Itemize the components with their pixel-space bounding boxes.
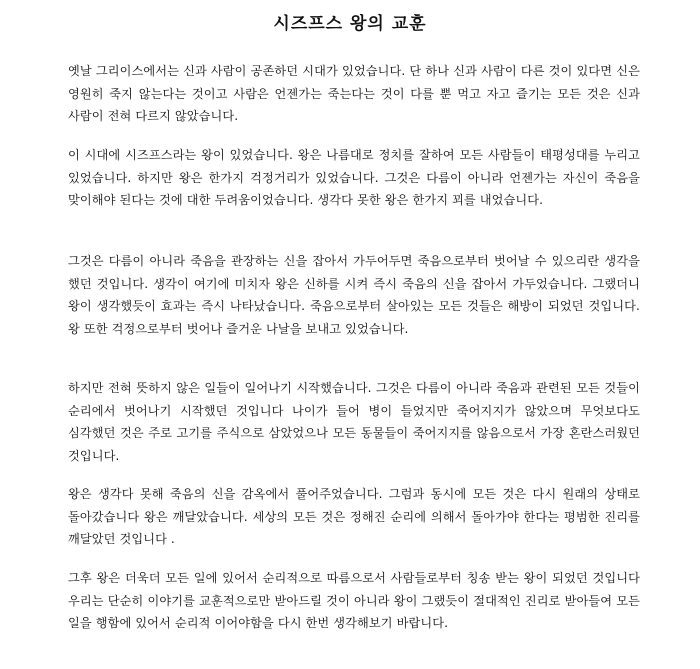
paragraph-6: 그후 왕은 더욱더 모든 일에 있어서 순리적으로 따름으로서 사람들로부터 칭송 받는 왕이 되었던 것입니다 우리는 단순히 이야기를 교훈적으로만 받아드릴 것이 아니라 왕이 그랬듯이 절대적인 진리로 받아들여 모든 일을 행함에 있어서 순리적 이어야함을 다시 한번 생각해보기 바랍니다. bbox=[68, 571, 640, 630]
document-title: 시즈프스 왕의 교훈 bbox=[273, 14, 427, 34]
paragraph-4: 하지만 전혀 뜻하지 않은 일들이 일어나기 시작했습니다. 그것은 다름이 아니라 죽음과 관련된 모든 것들이 순리에서 벗어나기 시작했던 것입니다 나이가 들어 병이 들었지만 죽어지지가 않았으며 무엇보다도 심각했던 것은 주로 고기를 주식으로 삼았었으나 모든 동물들이 죽어지지를 않음으로서 가장 혼란스러웠던 것입니다. bbox=[68, 381, 640, 463]
paragraph-2: 이 시대에 시즈프스라는 왕이 있었습니다. 왕은 나름대로 정치를 잘하여 모든 사람들이 태평성대를 누리고 있었습니다. 하지만 왕은 한가지 걱정거리가 있었습니다. 그것은 다름이 아니라 언젠가는 자신이 죽음을 맞이해야 된다는 것에 대한 두려움이었습니다. 생각다 못한 왕은 한가지 꾀를 내었습니다. bbox=[68, 148, 640, 207]
paragraph-1: 옛날 그리이스에서는 신과 사람이 공존하던 시대가 있었습니다. 단 하나 신과 사람이 다른 것이 있다면 신은 영원히 죽지 않는다는 것이고 사람은 언젠가는 죽는다는 것이 다를 뿐 먹고 자고 즐기는 모든 것은 신과 사람이 전혀 다르지 않았습니다. bbox=[68, 64, 640, 123]
paragraph-5: 왕은 생각다 못해 죽음의 신을 감옥에서 풀어주었습니다. 그럼과 동시에 모든 것은 다시 원래의 상태로 돌아갔습니다 왕은 깨달았습니다. 세상의 모든 것은 정해진 순리에 의해서 돌아가야 한다는 평범한 진리를 깨달았던 것입니다 . bbox=[68, 487, 640, 546]
paragraph-3: 그것은 다름이 아니라 죽음을 관장하는 신을 잡아서 가두어두면 죽음으로부터 벗어날 수 있으리란 생각을 했던 것입니다. 생각이 여기에 미치자 왕은 신하를 시켜 즉시 죽음의 신을 잡아서 가두었습니다. 그랬더니 왕이 생각했듯이 효과는 즉시 나타났습니다. 죽음으로부터 살아있는 모든 것들은 해방이 되었던 것입니다. 왕 또한 걱정으로부터 벗어나 즐거운 나날을 보내고 있었습니다. bbox=[68, 254, 640, 336]
